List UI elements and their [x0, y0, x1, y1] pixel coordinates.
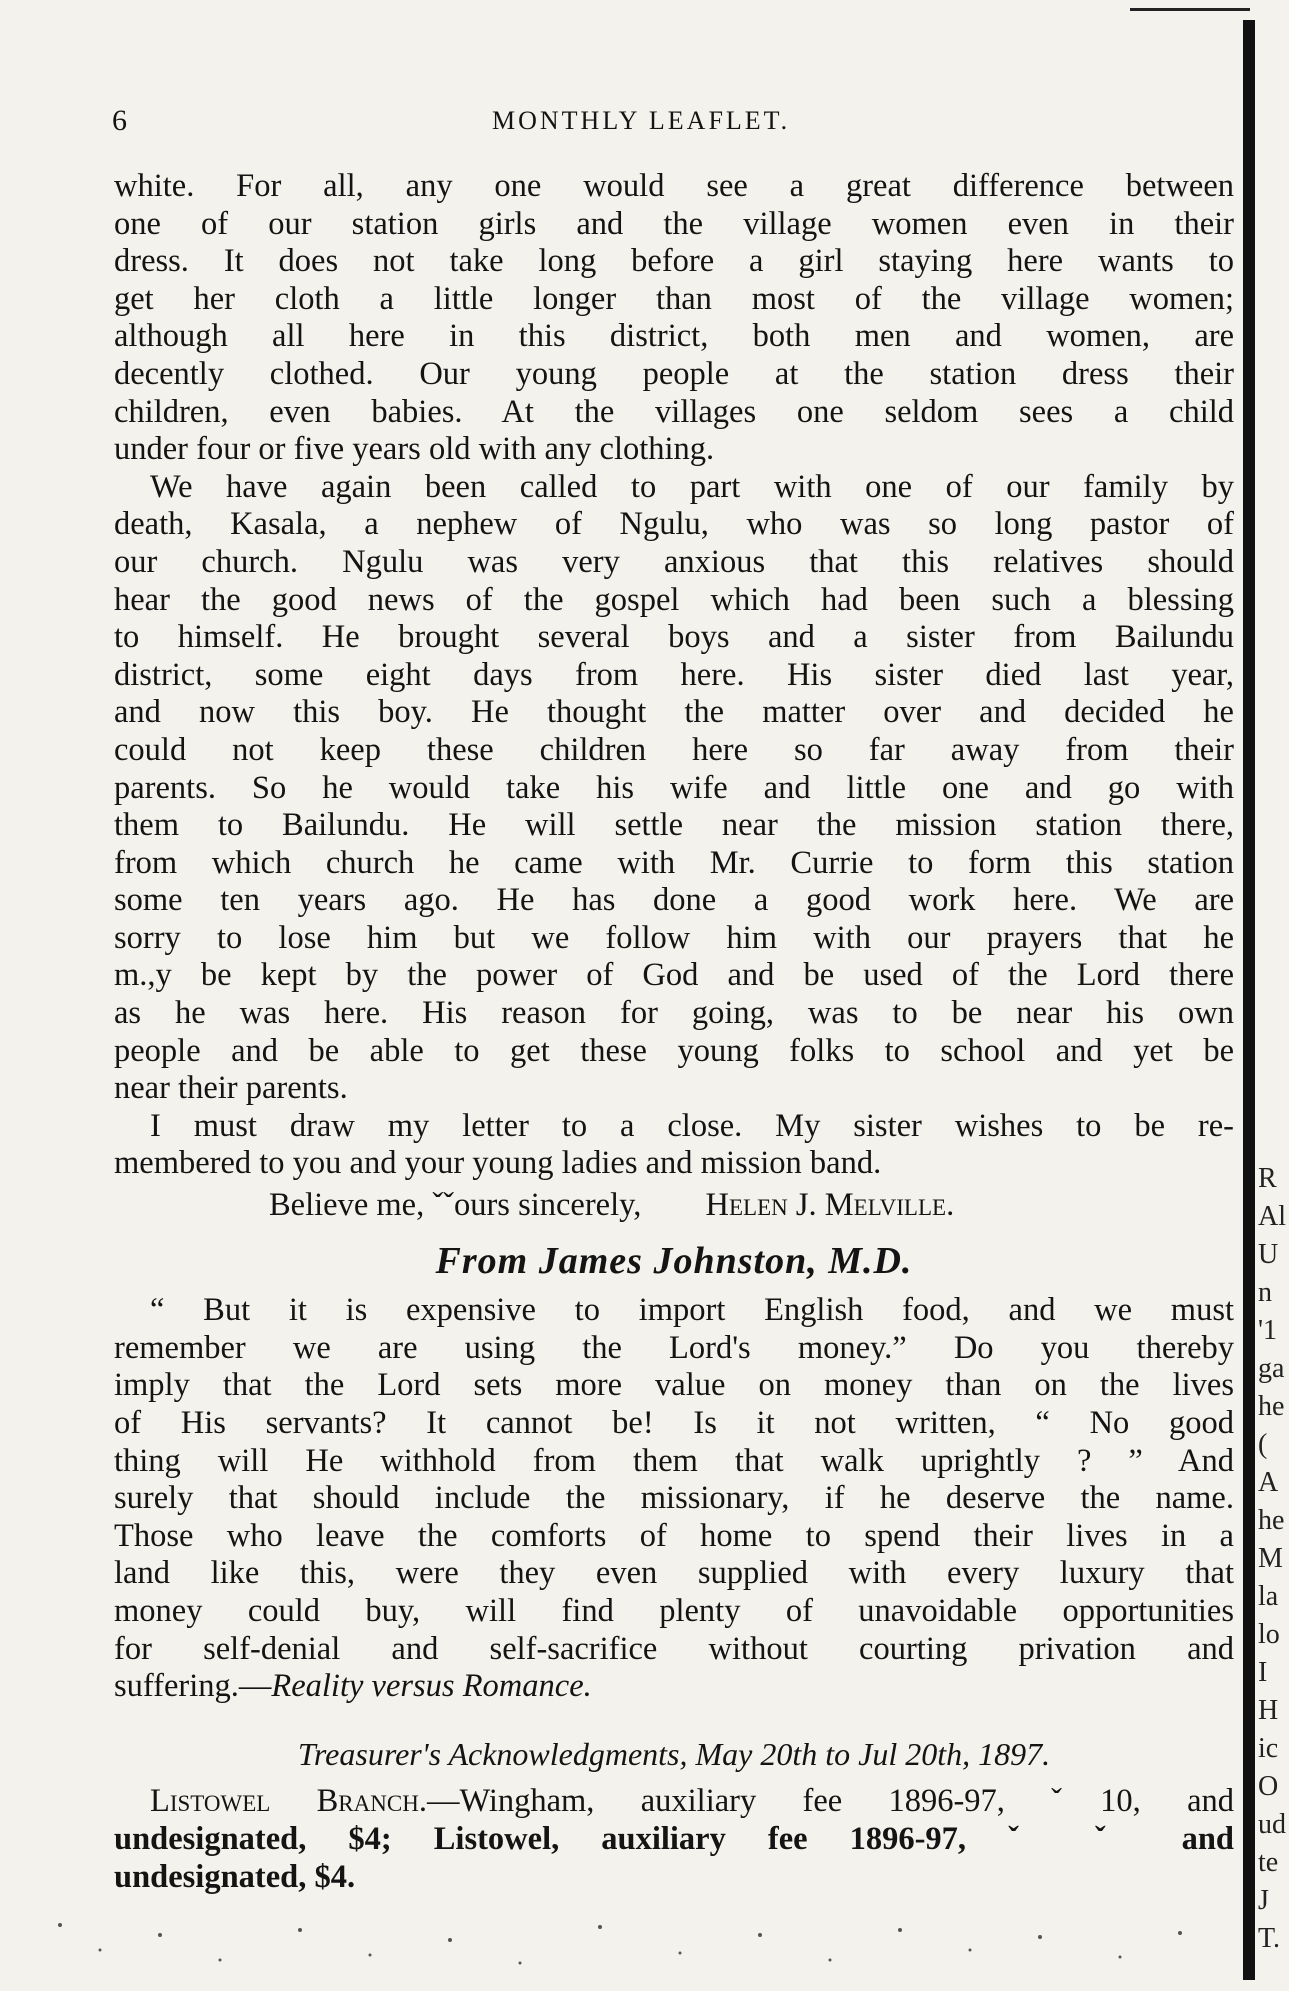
article-line: money could buy, will find plenty of unavoidable opportunities — [114, 1592, 1234, 1629]
letter-line: parents. So he would take his wife and little one and go with — [114, 769, 1234, 806]
bleed-fragment: la — [1258, 1581, 1279, 1612]
letter-line: We have again been called to part with one of our family by — [150, 468, 1234, 505]
article-line: thing will He withhold from them that walk uprightly ? ” And — [114, 1442, 1234, 1479]
article-line: surely that should include the missionary, if he deserve the name. — [114, 1480, 1234, 1517]
page-header — [112, 104, 1232, 144]
letter-line: membered to you and your young ladies and mission band. — [114, 1145, 882, 1182]
article-line: remember we are using the Lord's money.” Do you thereby — [114, 1329, 1234, 1366]
bleed-fragment: he — [1258, 1505, 1285, 1536]
bleed-fragment: A — [1258, 1467, 1279, 1498]
signature-name: Helen J. Melville. — [705, 1187, 955, 1224]
bleed-fragment: M — [1258, 1543, 1283, 1574]
bleed-fragment: ( — [1258, 1429, 1268, 1460]
bleed-fragment: lo — [1258, 1619, 1280, 1650]
letter-line: under four or five years old with any clothing. — [114, 431, 715, 468]
bleed-fragment: Al — [1258, 1201, 1286, 1232]
article-line: of His servants? It cannot be! Is it not written, “ No good — [114, 1405, 1234, 1441]
letter-line: decently clothed. Our young people at the station dress their — [114, 355, 1234, 392]
letter-line: although all here in this district, both men and women, are — [114, 318, 1234, 355]
treasurer-line-2: undesignated, $4; Listowel, auxiliary fee 1896-97, ˇ ˇ and — [114, 1820, 1234, 1857]
treasurer-line-3: undesignated, $4. — [114, 1858, 356, 1895]
bleed-fragment: J — [1258, 1885, 1269, 1916]
binding-edge — [1243, 20, 1255, 1980]
letter-line: people and be able to get these young folks to school and yet be — [114, 1032, 1234, 1069]
article-line: land like this, were they even supplied with every luxury that — [114, 1555, 1234, 1592]
top-rule — [1130, 8, 1250, 11]
bleed-fragment: O — [1258, 1771, 1279, 1802]
letter-line: I must draw my letter to a close. My sister wishes to be re- — [150, 1107, 1234, 1144]
bleed-fragment: te — [1258, 1847, 1279, 1878]
bleed-fragment: n — [1258, 1277, 1272, 1308]
article-source: Reality versus Romance. — [271, 1668, 592, 1705]
bleed-fragment: R — [1258, 1163, 1277, 1194]
letter-line: district, some eight days from here. His sister died last year, — [114, 656, 1234, 693]
letter-line: get her cloth a little longer than most of the village women; — [114, 280, 1234, 317]
bleed-fragment: ud — [1258, 1809, 1286, 1840]
treasurer-title: Treasurer's Acknowledgments, May 20th to Jul 20th, 1897. — [297, 1735, 1051, 1772]
bleed-fragment: ic — [1258, 1733, 1279, 1764]
article-title: From James Johnston, M.D. — [435, 1239, 913, 1282]
letter-line: m.,y be kept by the power of God and be used of the Lord there — [114, 957, 1234, 994]
page-body — [114, 168, 1234, 1896]
article-text — [114, 1292, 1234, 1706]
letter-line: and now this boy. He thought the matter over and decided he — [114, 694, 1234, 731]
bleed-fragment: T. — [1258, 1923, 1281, 1954]
letter-line: white. For all, any one would see a great difference between — [114, 168, 1234, 204]
letter-line: to himself. He brought several boys and a sister from Bailundu — [114, 619, 1234, 656]
article-line: “ But it is expensive to import English food, and we must — [150, 1292, 1234, 1329]
letter-closing — [114, 1187, 1234, 1225]
bleed-fragment: he — [1258, 1391, 1285, 1422]
article-line: for self-denial and self-sacrifice without courting privation and — [114, 1630, 1234, 1667]
letter-line: from which church he came with Mr. Currie to form this station — [114, 844, 1234, 881]
branch-details: —Wingham, auxiliary fee 1896-97, ˇ10, and — [426, 1783, 1234, 1820]
bleed-fragment: I — [1258, 1657, 1268, 1688]
page-number: 6 — [112, 104, 127, 137]
article-line: Those who leave the comforts of home to spend their lives in a — [114, 1517, 1234, 1554]
bleed-fragment: H — [1258, 1695, 1279, 1726]
bleed-fragment: U — [1258, 1239, 1279, 1270]
letter-line: could not keep these children here so far away from their — [114, 731, 1234, 768]
closing-phrase: Believe me, ˇˇours sincerely, — [269, 1187, 642, 1224]
article-line: suffering.— — [114, 1668, 272, 1705]
letter-line: hear the good news of the gospel which had been such a blessing — [114, 581, 1234, 618]
letter-line: one of our station girls and the village women even in their — [114, 205, 1234, 242]
article-line: imply that the Lord sets more value on money than on the lives — [114, 1367, 1234, 1404]
letter-line: some ten years ago. He has done a good work here. We are — [114, 882, 1234, 919]
letter-line: as he was here. His reason for going, was to be near his own — [114, 995, 1234, 1032]
letter-text — [114, 168, 1234, 1183]
letter-line: children, even babies. At the villages one seldom sees a child — [114, 393, 1234, 430]
letter-line: death, Kasala, a nephew of Ngulu, who was so long pastor of — [114, 506, 1234, 543]
bleed-fragment: ga — [1258, 1353, 1285, 1384]
treasurer-line-1 — [114, 1783, 1234, 1821]
letter-line: near their parents. — [114, 1070, 348, 1107]
letter-line: our church. Ngulu was very anxious that this relatives should — [114, 543, 1234, 580]
running-head: MONTHLY LEAFLET. — [492, 106, 791, 135]
branch-name: Listowel Branch. — [150, 1783, 427, 1820]
letter-line: sorry to lose him but we follow him with our prayers that he — [114, 919, 1234, 956]
print-speckles — [40, 1905, 1220, 1975]
letter-line: them to Bailundu. He will settle near the mission station there, — [114, 807, 1234, 844]
article-last-line — [114, 1668, 1234, 1706]
bleed-fragment: '1 — [1258, 1315, 1278, 1346]
letter-line: dress. It does not take long before a girl staying here wants to — [114, 243, 1234, 280]
